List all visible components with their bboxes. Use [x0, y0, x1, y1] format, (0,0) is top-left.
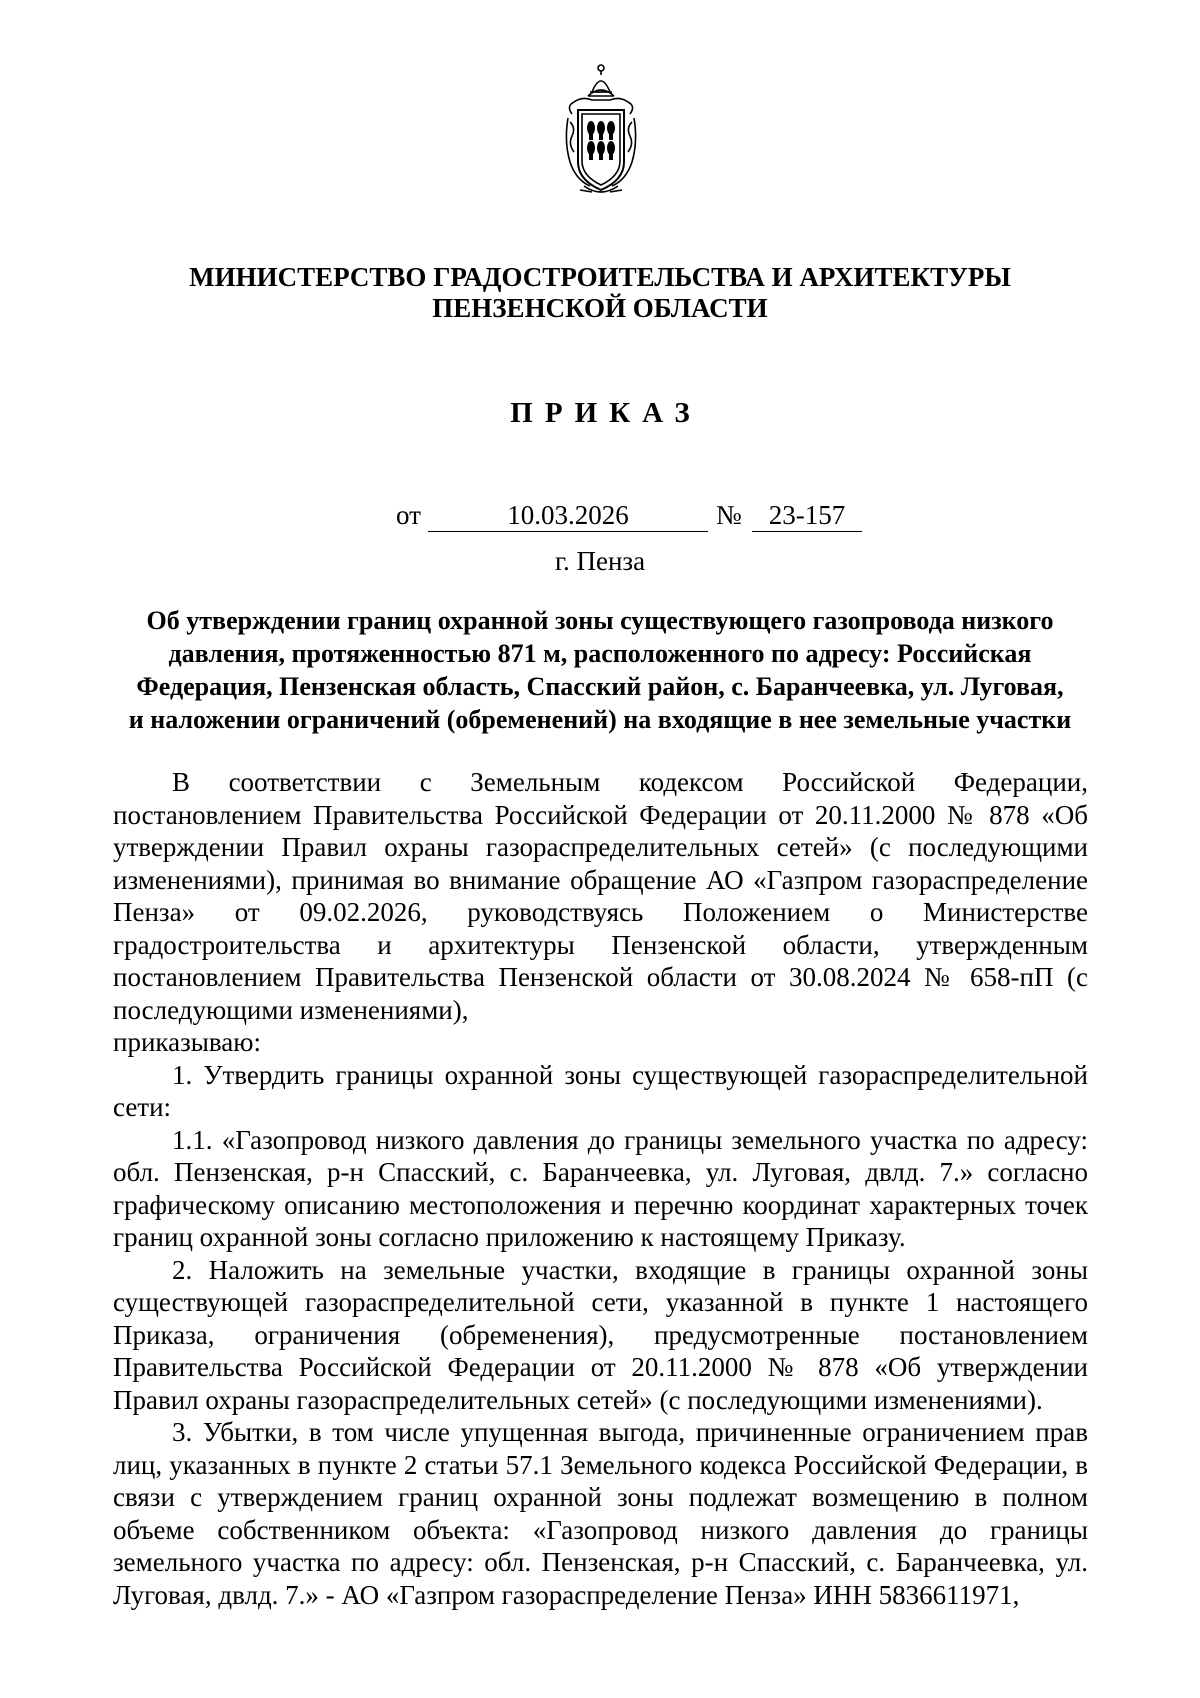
order-number: 23-157 [752, 500, 862, 532]
item-2-paragraph: 2. Наложить на земельные участки, входящие в границы охранной зоны существующей газораспределительной сети, указанной в пункте 1 настоящего Приказа, ограничения (обременения), предусмотренные постановлением Правительства Российской Федерации от 20.11.2000 № 878 «Об утверждении Правил охраны газораспределительных сетей» (с последующими изменениями). [113, 1254, 1088, 1415]
order-city: г. Пенза [554, 546, 646, 576]
subject-line-3: Федерация, Пензенская область, Спасский район, с. Баранчеевка, ул. Луговая, [136, 672, 1064, 701]
from-label: от [396, 500, 421, 530]
order-word: приказываю: [113, 1027, 261, 1057]
subject-line-2: давления, протяженностью 871 м, расположенного по адресу: Российская [168, 639, 1032, 668]
subject-line-4: и наложении ограничений (обременений) на входящие в нее земельные участки [128, 705, 1072, 734]
ministry-line-2: ПЕНЗЕНСКОЙ ОБЛАСТИ [432, 293, 768, 323]
subject-line-1: Об утверждении границ охранной зоны существующего газопровода низкого [146, 606, 1054, 635]
order-title: ПРИКАЗ [510, 397, 702, 429]
order-date-number-line [0, 500, 1200, 536]
penza-coat-of-arms-icon [562, 62, 640, 200]
preamble-paragraph: В соответствии с Земельным кодексом Российской Федерации, постановлением Правительства Российской Федерации от 20.11.2000 № 878 «Об утверждении Правил охраны газораспределительных сетей» (с последующими изменениями), принимая во внимание обращение АО «Газпром газораспределение Пенза» от 09.02.2026, руководствуясь Положением о Министерстве градостроительства и архитектуры Пензенской области, утвержденным постановлением Правительства Пензенской области от 30.08.2024 № 658-пП (с последующими изменениями), [113, 767, 1088, 1025]
ministry-line-1: МИНИСТЕРСТВО ГРАДОСТРОИТЕЛЬСТВА И АРХИТЕКТУРЫ [189, 262, 1011, 292]
item-1-1-paragraph: 1.1. «Газопровод низкого давления до границы земельного участка по адресу: обл. Пензенская, р-н Спасский, с. Баранчеевка, ул. Луговая, двлд. 7.» согласно графическому описанию местоположения и перечню координат характерных точек границ охранной зоны согласно приложению к настоящему Приказу. [113, 1124, 1088, 1252]
item-1-paragraph: 1. Утвердить границы охранной зоны существующей газораспределительной сети: [113, 1059, 1088, 1122]
order-body [113, 766, 1088, 1611]
order-subject [120, 604, 1080, 736]
ministry-header [0, 262, 1200, 324]
number-label: № [716, 500, 742, 530]
order-date: 10.03.2026 [428, 500, 708, 532]
item-3-paragraph: 3. Убытки, в том числе упущенная выгода, причиненные ограничением прав лиц, указанных в пункте 2 статьи 57.1 Земельного кодекса Российской Федерации, в связи с утверждением границ охранной зоны подлежат возмещению в полном объеме собственником объекта: «Газопровод низкого давления до границы земельного участка по адресу: обл. Пензенская, р-н Спасский, с. Баранчеевка, ул. Луговая, двлд. 7.» - АО «Газпром газораспределение Пенза» ИНН 5836611971, [113, 1417, 1088, 1610]
